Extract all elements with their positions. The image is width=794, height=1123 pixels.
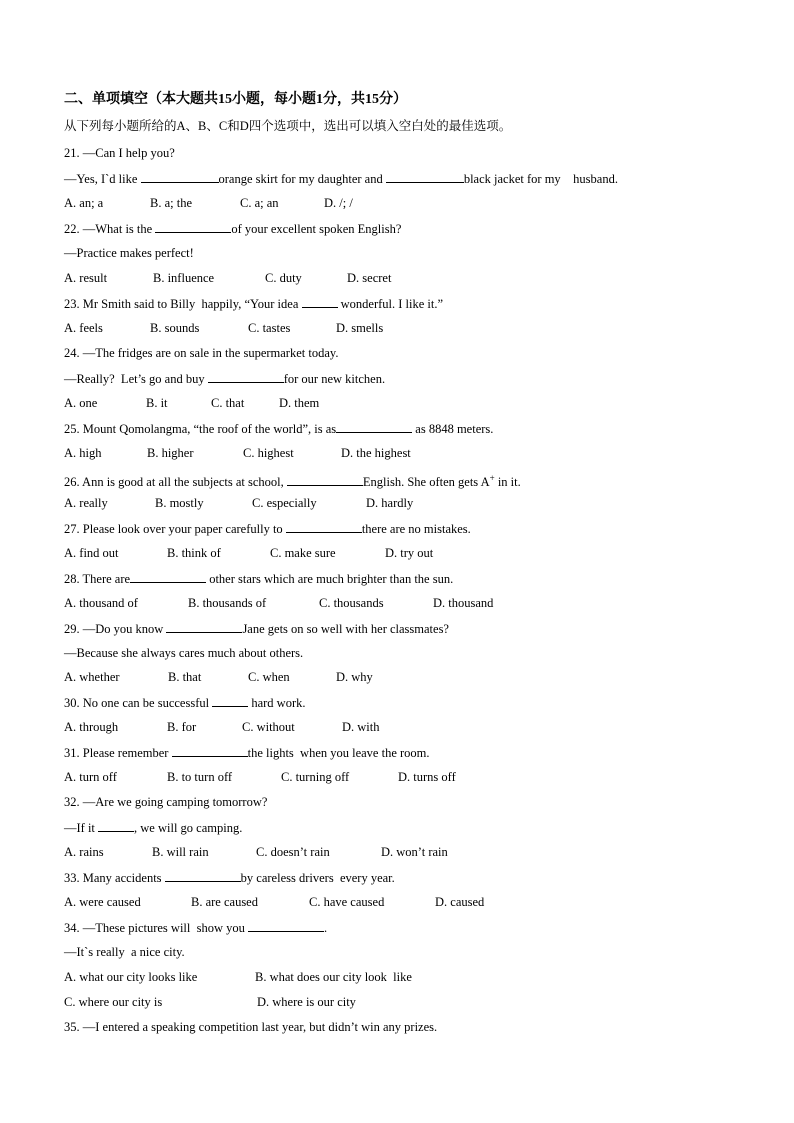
option-30-3: D. caused [435,895,485,909]
question-text: black jacket for my husband. [463,172,618,186]
option-25-0: A. turn off [64,770,117,784]
option-14-1: B. mostly [155,496,204,510]
option-21-1: B. that [168,670,202,684]
answer-blank [141,170,219,183]
answer-blank [386,170,464,183]
question-text: —Yes, I`d like [64,172,141,186]
question-text: 30. No one can be successful [64,696,213,710]
question-text: —Because she always cares much about others. [64,646,304,660]
answer-blank [98,819,134,832]
answer-blank [286,520,362,533]
question-text: 28. There are [64,572,131,586]
option-34-0: C. where our city is [64,995,163,1009]
option-5-3: D. secret [347,271,392,285]
option-7-1: B. sounds [150,321,200,335]
question-text: —Practice makes perfect! [64,246,194,260]
answer-blank [155,220,231,233]
answer-blank [212,694,248,707]
question-text: for our new kitchen. [283,372,386,386]
question-line-20 [64,645,754,661]
question-line-19 [64,620,754,637]
option-12-1: B. higher [147,446,194,460]
option-10-3: D. them [279,396,320,410]
question-line-27 [64,819,754,836]
question-text: 27. Please look over your paper carefully to [64,522,286,536]
answer-blank [172,744,248,757]
question-text: the lights when you leave the room. [247,746,430,760]
question-line-17 [64,570,754,587]
answer-blank [248,919,324,932]
option-5-2: C. duty [265,271,302,285]
option-18-0: A. thousand of [64,596,138,610]
question-text: wonderful. I like it.” [337,297,444,311]
option-28-0: A. rains [64,845,104,859]
question-text: as 8848 meters. [412,422,494,436]
option-14-2: C. especially [252,496,317,510]
option-14-0: A. really [64,496,108,510]
question-line-1 [64,170,754,187]
option-5-1: B. influence [153,271,215,285]
section-instruction: 从下列每小题所给的A、B、C和D四个选项中，选出可以填入空白处的最佳选项。 [64,119,512,133]
question-line-6 [64,295,754,312]
question-line-32 [64,944,754,960]
option-10-0: A. one [64,396,98,410]
question-text: 35. —I entered a speaking competition last year, but didn’t win any prizes. [64,1020,438,1034]
option-12-0: A. high [64,446,102,460]
option-5-0: A. result [64,271,108,285]
question-text: 34. —These pictures will show you [64,921,249,935]
option-16-3: D. try out [385,546,434,560]
option-30-2: C. have caused [309,895,385,909]
question-text: 21. —Can I help you? [64,146,175,160]
question-line-35 [64,1019,754,1035]
option-21-3: D. why [336,670,373,684]
option-23-3: D. with [342,720,380,734]
question-line-9 [64,370,754,387]
question-line-26 [64,794,754,810]
option-16-0: A. find out [64,546,119,560]
question-text: —If it [64,821,99,835]
option-7-2: C. tastes [248,321,291,335]
question-line-13 [64,470,754,490]
question-text: Jane gets on so well with her classmates? [242,622,449,636]
option-2-1: B. a; the [150,196,193,210]
option-33-1: B. what does our city look like [255,970,412,984]
answer-blank [287,473,363,486]
question-text: English. She often gets A [362,475,490,490]
question-text: 31. Please remember [64,746,172,760]
option-2-3: D. /; / [324,196,353,210]
option-7-0: A. feels [64,321,103,335]
option-23-1: B. for [167,720,197,734]
question-line-31 [64,919,754,936]
question-text: orange skirt for my daughter and [218,172,386,186]
answer-blank [336,420,412,433]
option-25-1: B. to turn off [167,770,233,784]
answer-blank [208,370,284,383]
option-28-1: B. will rain [152,845,209,859]
option-16-1: B. think of [167,546,221,560]
question-text: 32. —Are we going camping tomorrow? [64,795,268,809]
question-text: 24. —The fridges are on sale in the supermarket today. [64,346,339,360]
option-28-2: C. doesn’t rain [256,845,330,859]
section-heading: 二、单项填空（本大题共15小题，每小题1分，共15分） [64,92,407,107]
option-12-3: D. the highest [341,446,411,460]
option-23-0: A. through [64,720,119,734]
question-text: —Really? Let’s go and buy [64,372,208,386]
option-30-0: A. were caused [64,895,141,909]
option-18-2: C. thousands [319,596,384,610]
question-text: other stars which are much brighter than the sun. [206,572,454,586]
answer-blank [130,570,206,583]
option-2-0: A. an; a [64,196,104,210]
question-text: —It`s really a nice city. [64,945,185,959]
option-34-1: D. where is our city [257,995,356,1009]
answer-blank [165,869,241,882]
option-21-2: C. when [248,670,290,684]
option-30-1: B. are caused [191,895,258,909]
option-18-1: B. thousands of [188,596,267,610]
answer-blank [166,620,242,633]
option-2-2: C. a; an [240,196,279,210]
option-25-3: D. turns off [398,770,456,784]
question-text: of your excellent spoken English? [231,222,402,236]
question-text: hard work. [248,696,306,710]
question-line-22 [64,694,754,711]
option-25-2: C. turning off [281,770,350,784]
question-line-24 [64,744,754,761]
option-23-2: C. without [242,720,295,734]
question-line-3 [64,220,754,237]
question-text: 23. Mr Smith said to Billy happily, “Your idea [64,297,302,311]
question-line-29 [64,869,754,886]
question-line-11 [64,420,754,437]
option-10-1: B. it [146,396,168,410]
superscript: + [489,473,495,483]
option-18-3: D. thousand [433,596,494,610]
question-text: by careless drivers every year. [240,871,395,885]
question-line-4 [64,245,754,261]
question-text: 33. Many accidents [64,871,165,885]
question-text: , we will go camping. [134,821,243,835]
question-text: 26. Ann is good at all the subjects at school, [64,475,287,490]
question-line-0 [64,145,754,161]
answer-blank [302,295,338,308]
question-text: in it. [494,475,521,490]
question-text: 29. —Do you know [64,622,167,636]
question-text: . [324,921,328,935]
option-33-0: A. what our city looks like [64,970,198,984]
option-16-2: C. make sure [270,546,336,560]
question-text: 22. —What is the [64,222,156,236]
question-line-15 [64,520,754,537]
option-21-0: A. whether [64,670,120,684]
option-7-3: D. smells [336,321,384,335]
option-28-3: D. won’t rain [381,845,448,859]
option-10-2: C. that [211,396,245,410]
option-14-3: D. hardly [366,496,414,510]
question-line-8 [64,345,754,361]
question-text: 25. Mount Qomolangma, “the roof of the world”, is as [64,422,337,436]
question-text: there are no mistakes. [361,522,471,536]
option-12-2: C. highest [243,446,294,460]
